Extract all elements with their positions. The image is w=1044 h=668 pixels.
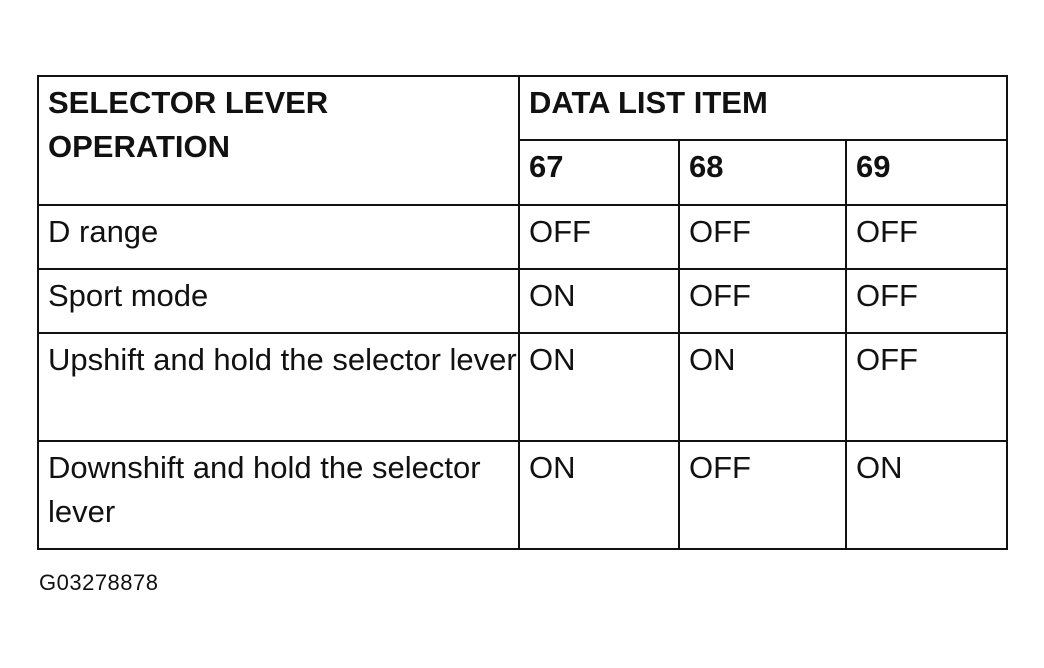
header-operation-label: SELECTOR LEVER OPERATION — [48, 85, 329, 164]
cell-69: OFF — [846, 269, 1007, 333]
table-row — [38, 333, 1007, 441]
cell-68: OFF — [679, 269, 846, 333]
data-list-table — [37, 75, 1008, 550]
table-row — [38, 269, 1007, 333]
header-item-68: 68 — [679, 140, 846, 205]
cell-69: OFF — [846, 333, 1007, 441]
row-operation: Sport mode — [38, 269, 519, 333]
header-group-label: DATA LIST ITEM — [529, 85, 768, 120]
cell-68: OFF — [679, 205, 846, 269]
table-row — [38, 205, 1007, 269]
cell-68: OFF — [679, 441, 846, 549]
header-row-group — [38, 76, 1007, 140]
row-operation: D range — [38, 205, 519, 269]
cell-67: ON — [519, 441, 679, 549]
header-data-list-item — [519, 76, 1007, 140]
header-item-69: 69 — [846, 140, 1007, 205]
cell-69: OFF — [846, 205, 1007, 269]
row-operation: Upshift and hold the selector lever — [38, 333, 519, 441]
cell-68: ON — [679, 333, 846, 441]
table-row — [38, 441, 1007, 549]
figure-id: G03278878 — [39, 570, 159, 595]
row-operation: Downshift and hold the selector lever — [38, 441, 519, 549]
cell-67: OFF — [519, 205, 679, 269]
header-selector-lever-operation — [38, 76, 519, 205]
header-item-67: 67 — [519, 140, 679, 205]
cell-67: ON — [519, 333, 679, 441]
cell-69: ON — [846, 441, 1007, 549]
cell-67: ON — [519, 269, 679, 333]
